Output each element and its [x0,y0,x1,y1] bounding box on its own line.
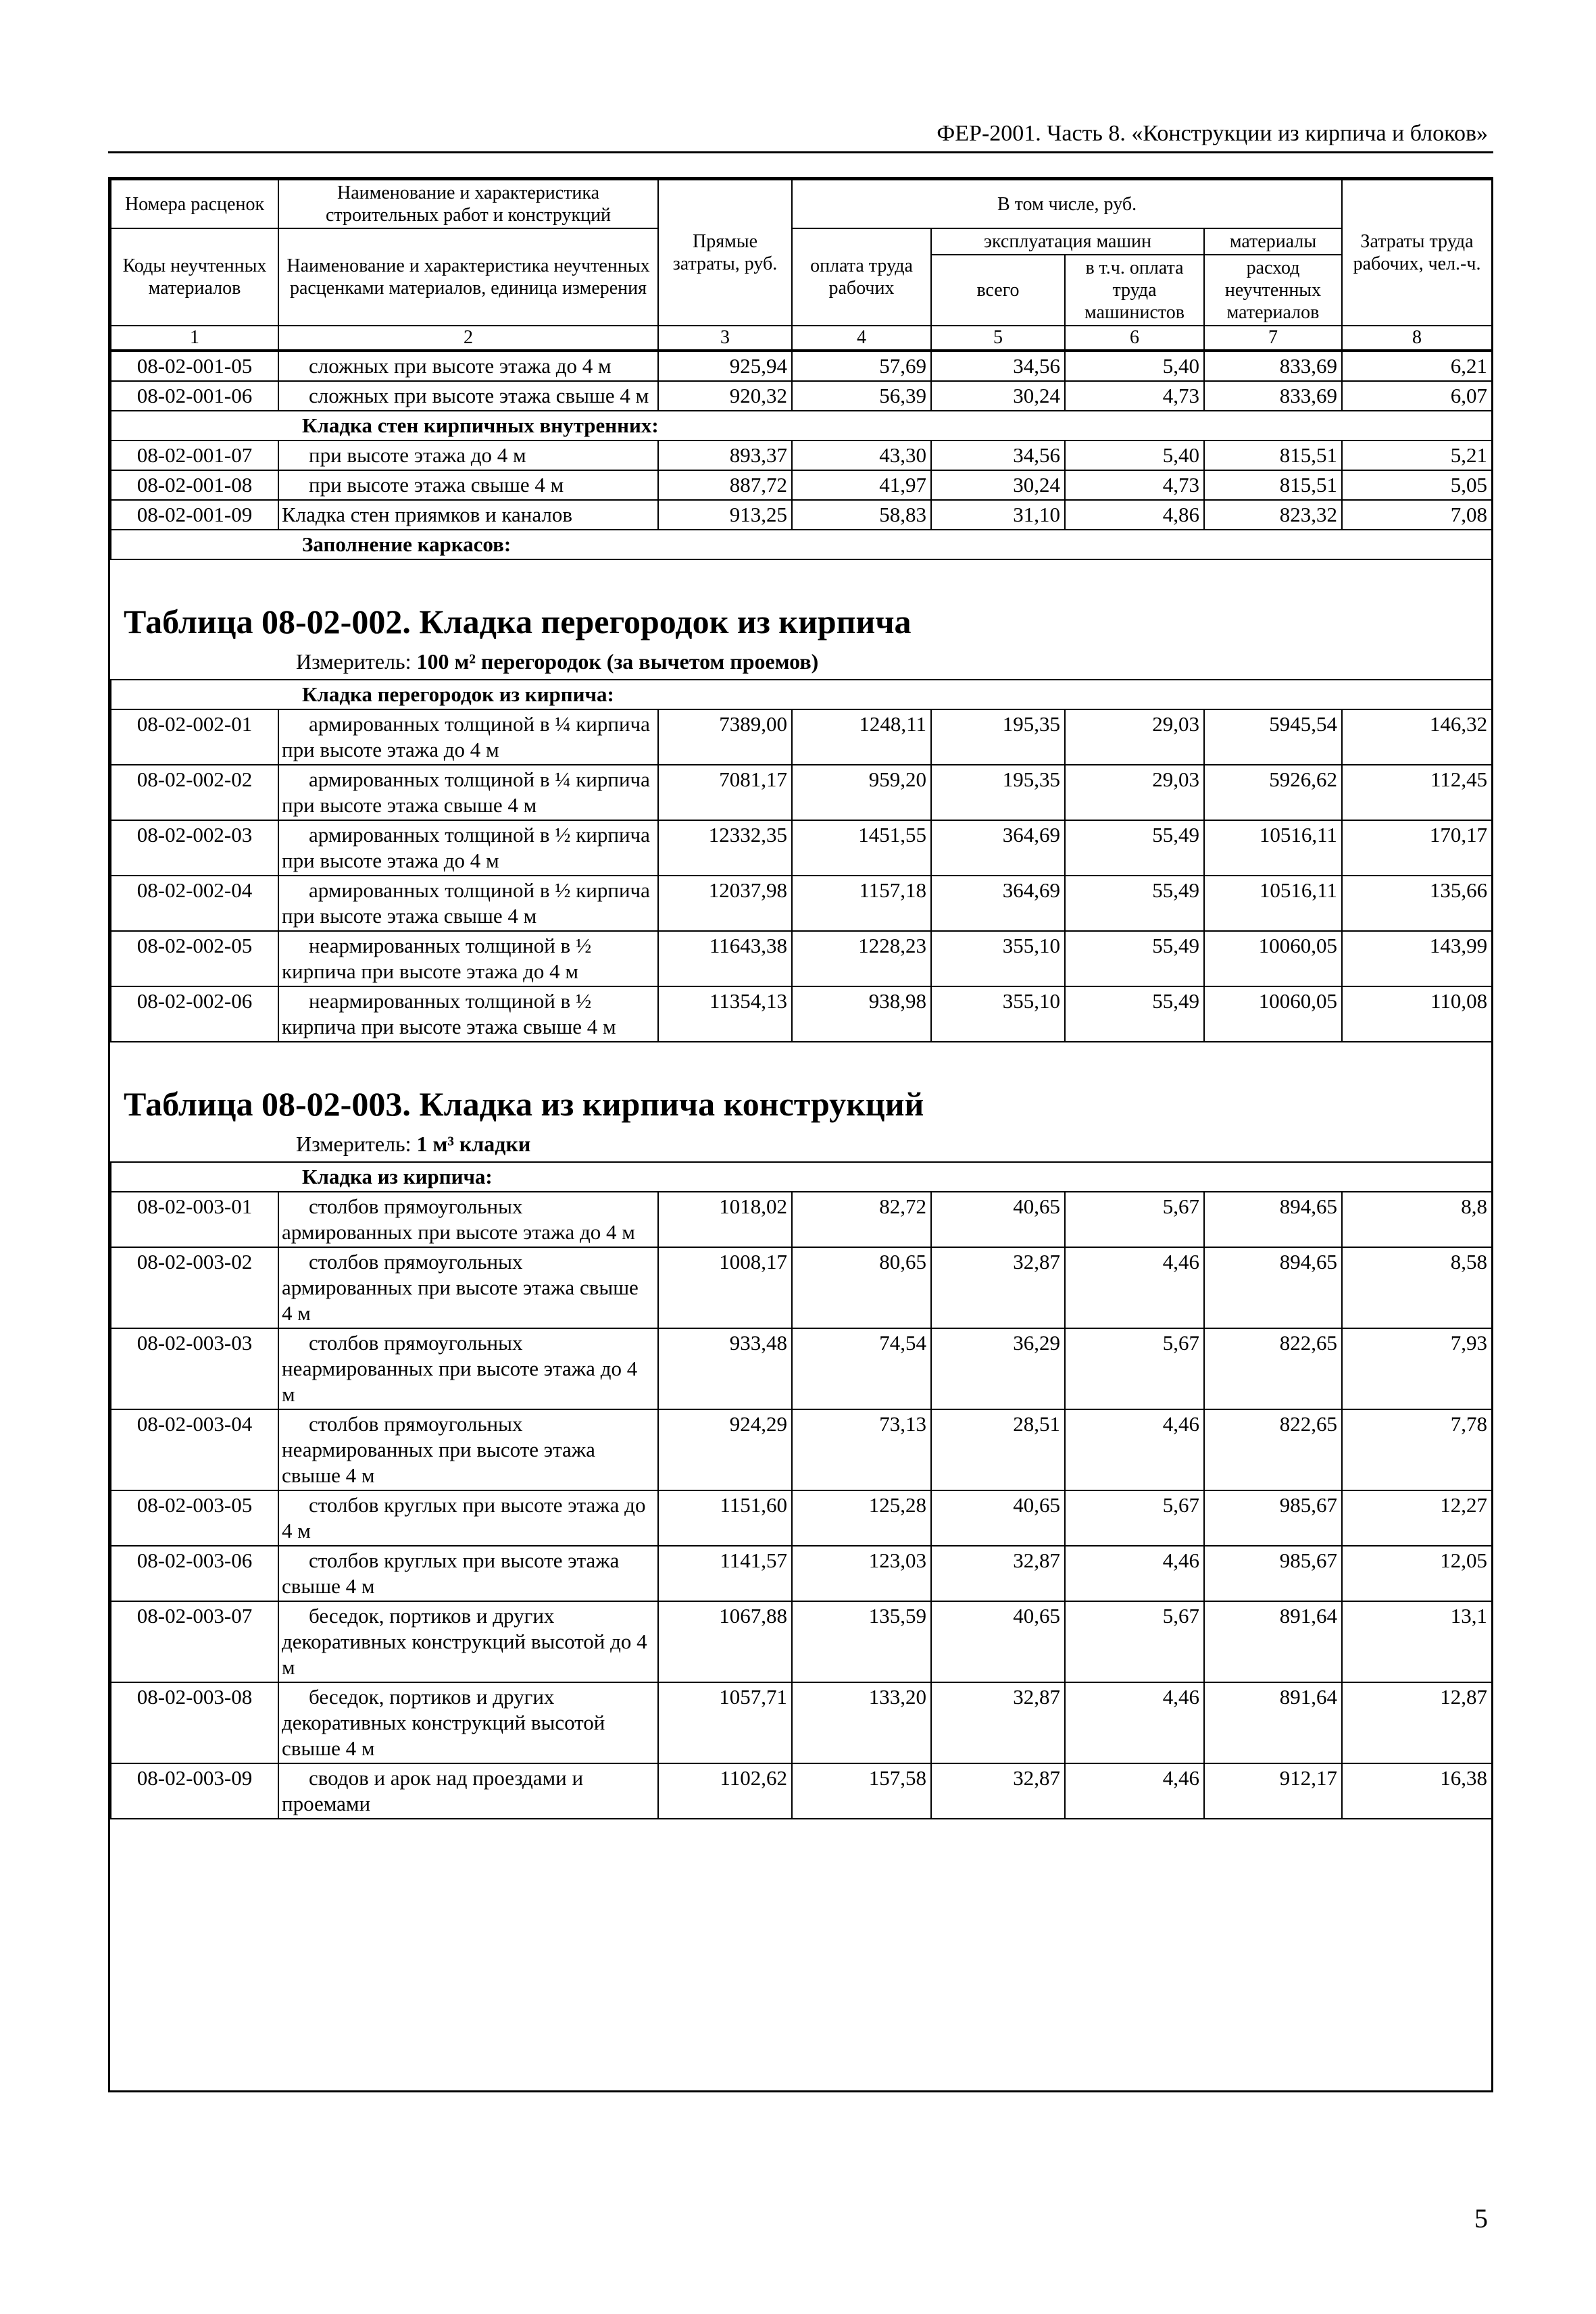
materials-usage: 10516,11 [1204,876,1342,931]
table-row [111,931,1492,986]
operators-pay: 5,67 [1065,1490,1204,1546]
labor-pay: 133,20 [792,1682,931,1763]
machines-total: 32,87 [931,1682,1065,1763]
labor-pay: 82,72 [792,1192,931,1247]
labor-hours: 146,32 [1342,709,1492,765]
rate-table-08-02-003 [110,1161,1493,1819]
machines-total: 40,65 [931,1490,1065,1546]
labor-hours: 6,21 [1342,351,1492,381]
operators-pay: 55,49 [1065,876,1204,931]
direct-costs: 1151,60 [658,1490,792,1546]
labor-hours: 143,99 [1342,931,1492,986]
materials-usage: 985,67 [1204,1546,1342,1601]
materials-usage: 815,51 [1204,441,1342,470]
labor-pay: 1451,55 [792,820,931,876]
column-header-table [110,179,1493,351]
column-index: 4 [792,326,931,350]
rate-code: 08-02-002-06 [111,986,278,1042]
column-index: 3 [658,326,792,350]
machines-total: 36,29 [931,1328,1065,1409]
materials-usage: 833,69 [1204,381,1342,411]
table-row [111,986,1492,1042]
labor-pay: 56,39 [792,381,931,411]
operators-pay: 4,46 [1065,1546,1204,1601]
header-name-bottom: Наименование и характеристика неучтенных расценками материалов, единица измерения [278,228,658,326]
operators-pay: 5,67 [1065,1192,1204,1247]
work-description: сложных при высоте этажа до 4 м [278,351,658,381]
table-title-08-02-002: Таблица 08-02-002. Кладка перегородок из кирпича [124,603,912,640]
operators-pay: 5,40 [1065,441,1204,470]
operators-pay: 4,46 [1065,1409,1204,1490]
machines-total: 28,51 [931,1409,1065,1490]
labor-hours: 7,08 [1342,500,1492,530]
materials-usage: 894,65 [1204,1192,1342,1247]
direct-costs: 924,29 [658,1409,792,1490]
table-row [111,1682,1492,1763]
machines-total: 34,56 [931,441,1065,470]
column-index-row [111,326,1492,350]
labor-pay: 74,54 [792,1328,931,1409]
labor-pay: 73,13 [792,1409,931,1490]
direct-costs: 1141,57 [658,1546,792,1601]
machines-total: 40,65 [931,1192,1065,1247]
header-machines-total: всего [931,255,1065,326]
rate-code: 08-02-003-06 [111,1546,278,1601]
header-materials: материалы [1204,228,1342,255]
labor-pay: 1157,18 [792,876,931,931]
header-codes-top: Номера расценок [111,180,278,228]
unit-value: 100 м² перегородок (за вычетом проемов) [416,649,819,674]
labor-hours: 7,93 [1342,1328,1492,1409]
direct-costs: 7389,00 [658,709,792,765]
section-heading: Кладка стен кирпичных внутренних: [111,411,1492,441]
labor-pay: 135,59 [792,1601,931,1682]
rate-code: 08-02-003-08 [111,1682,278,1763]
labor-hours: 135,66 [1342,876,1492,931]
operators-pay: 5,67 [1065,1328,1204,1409]
work-description: беседок, портиков и других декоративных конструкций высотой свыше 4 м [278,1682,658,1763]
machines-total: 355,10 [931,931,1065,986]
operators-pay: 55,49 [1065,986,1204,1042]
materials-usage: 10060,05 [1204,931,1342,986]
rate-code: 08-02-001-09 [111,500,278,530]
materials-usage: 822,65 [1204,1409,1342,1490]
column-index: 6 [1065,326,1204,350]
machines-total: 34,56 [931,351,1065,381]
materials-usage: 985,67 [1204,1490,1342,1546]
rate-code: 08-02-003-09 [111,1763,278,1819]
running-header [108,120,1493,153]
labor-hours: 5,05 [1342,470,1492,500]
section-heading: Заполнение каркасов: [111,530,1492,559]
work-description: неармированных толщиной в ½ кирпича при высоте этажа до 4 м [278,931,658,986]
direct-costs: 1102,62 [658,1763,792,1819]
labor-hours: 12,87 [1342,1682,1492,1763]
machines-total: 355,10 [931,986,1065,1042]
labor-hours: 8,8 [1342,1192,1492,1247]
work-description: столбов прямоугольных армированных при высоте этажа свыше 4 м [278,1247,658,1328]
rate-code: 08-02-003-01 [111,1192,278,1247]
materials-usage: 894,65 [1204,1247,1342,1328]
unit-label: Измеритель: [296,649,412,674]
document-frame [108,177,1493,2092]
machines-total: 32,87 [931,1546,1065,1601]
machines-total: 30,24 [931,470,1065,500]
operators-pay: 4,46 [1065,1682,1204,1763]
direct-costs: 893,37 [658,441,792,470]
column-index: 7 [1204,326,1342,350]
direct-costs: 920,32 [658,381,792,411]
table-row [111,709,1492,765]
machines-total: 195,35 [931,765,1065,820]
labor-pay: 57,69 [792,351,931,381]
table-row [111,876,1492,931]
work-description: столбов прямоугольных неармированных при высоте этажа до 4 м [278,1328,658,1409]
materials-usage: 10516,11 [1204,820,1342,876]
work-description: столбов круглых при высоте этажа до 4 м [278,1490,658,1546]
header-labor-hours: Затраты труда рабочих, чел.-ч. [1342,180,1492,326]
operators-pay: 4,46 [1065,1763,1204,1819]
unit-label: Измеритель: [296,1132,412,1156]
work-description: армированных толщиной в ½ кирпича при высоте этажа свыше 4 м [278,876,658,931]
section-heading: Кладка из кирпича: [111,1162,1492,1192]
machines-total: 364,69 [931,820,1065,876]
labor-pay: 938,98 [792,986,931,1042]
table-row [111,1409,1492,1490]
labor-pay: 125,28 [792,1490,931,1546]
operators-pay: 29,03 [1065,709,1204,765]
labor-hours: 6,07 [1342,381,1492,411]
operators-pay: 55,49 [1065,820,1204,876]
materials-usage: 912,17 [1204,1763,1342,1819]
table-row [111,820,1492,876]
table-row [111,470,1492,500]
direct-costs: 1008,17 [658,1247,792,1328]
labor-pay: 1228,23 [792,931,931,986]
labor-hours: 12,05 [1342,1546,1492,1601]
operators-pay: 4,73 [1065,381,1204,411]
labor-hours: 110,08 [1342,986,1492,1042]
labor-pay: 43,30 [792,441,931,470]
rate-code: 08-02-003-02 [111,1247,278,1328]
labor-pay: 58,83 [792,500,931,530]
table-row [111,441,1492,470]
work-description: столбов прямоугольных армированных при высоте этажа до 4 м [278,1192,658,1247]
labor-hours: 170,17 [1342,820,1492,876]
work-description: столбов прямоугольных неармированных при высоте этажа свыше 4 м [278,1409,658,1490]
direct-costs: 11643,38 [658,931,792,986]
table-row [111,1490,1492,1546]
header-direct-costs: Прямые затраты, руб. [658,180,792,326]
rate-code: 08-02-002-04 [111,876,278,931]
materials-usage: 822,65 [1204,1328,1342,1409]
column-index: 5 [931,326,1065,350]
table-row [111,1328,1492,1409]
unit-value: 1 м³ кладки [416,1132,531,1156]
materials-usage: 10060,05 [1204,986,1342,1042]
table-row [111,1192,1492,1247]
labor-pay: 80,65 [792,1247,931,1328]
work-description: столбов круглых при высоте этажа свыше 4 м [278,1546,658,1601]
materials-usage: 5926,62 [1204,765,1342,820]
rate-code: 08-02-003-05 [111,1490,278,1546]
header-group: В том числе, руб. [792,180,1342,228]
direct-costs: 1057,71 [658,1682,792,1763]
machines-total: 32,87 [931,1763,1065,1819]
rate-code: 08-02-001-07 [111,441,278,470]
table-row [111,1763,1492,1819]
labor-hours: 7,78 [1342,1409,1492,1490]
labor-hours: 5,21 [1342,441,1492,470]
materials-usage: 891,64 [1204,1682,1342,1763]
operators-pay: 29,03 [1065,765,1204,820]
rate-code: 08-02-001-05 [111,351,278,381]
rate-table-08-02-002 [110,679,1493,1042]
rate-code: 08-02-001-06 [111,381,278,411]
work-description: сводов и арок над проездами и проемами [278,1763,658,1819]
direct-costs: 925,94 [658,351,792,381]
work-description: при высоте этажа свыше 4 м [278,470,658,500]
header-codes-bottom: Коды неучтенных материалов [111,228,278,326]
direct-costs: 11354,13 [658,986,792,1042]
table-row [111,1546,1492,1601]
rate-code: 08-02-002-01 [111,709,278,765]
materials-usage: 833,69 [1204,351,1342,381]
work-description: неармированных толщиной в ½ кирпича при высоте этажа свыше 4 м [278,986,658,1042]
page-number: 5 [1474,2203,1488,2234]
section-heading: Кладка перегородок из кирпича: [111,680,1492,709]
labor-pay: 959,20 [792,765,931,820]
labor-pay: 123,03 [792,1546,931,1601]
machines-total: 32,87 [931,1247,1065,1328]
table-row [111,1601,1492,1682]
work-description: армированных толщиной в ¼ кирпича при высоте этажа до 4 м [278,709,658,765]
rate-code: 08-02-002-03 [111,820,278,876]
machines-total: 40,65 [931,1601,1065,1682]
labor-pay: 1248,11 [792,709,931,765]
work-description: армированных толщиной в ½ кирпича при высоте этажа до 4 м [278,820,658,876]
direct-costs: 887,72 [658,470,792,500]
materials-usage: 815,51 [1204,470,1342,500]
column-index: 2 [278,326,658,350]
work-description: армированных толщиной в ¼ кирпича при высоте этажа свыше 4 м [278,765,658,820]
labor-hours: 13,1 [1342,1601,1492,1682]
table-row [111,381,1492,411]
labor-pay: 41,97 [792,470,931,500]
unit-of-measure [110,641,1491,679]
running-title: ФЕР-2001. Часть 8. «Конструкции из кирпича и блоков» [937,121,1488,146]
rate-code: 08-02-001-08 [111,470,278,500]
direct-costs: 12037,98 [658,876,792,931]
table-row [111,500,1492,530]
machines-total: 364,69 [931,876,1065,931]
direct-costs: 1067,88 [658,1601,792,1682]
direct-costs: 7081,17 [658,765,792,820]
direct-costs: 1018,02 [658,1192,792,1247]
table-row [111,765,1492,820]
operators-pay: 55,49 [1065,931,1204,986]
machines-total: 31,10 [931,500,1065,530]
table-row [111,351,1492,381]
work-description: Кладка стен приямков и каналов [278,500,658,530]
labor-hours: 12,27 [1342,1490,1492,1546]
operators-pay: 5,67 [1065,1601,1204,1682]
direct-costs: 12332,35 [658,820,792,876]
materials-usage: 891,64 [1204,1601,1342,1682]
operators-pay: 4,46 [1065,1247,1204,1328]
direct-costs: 933,48 [658,1328,792,1409]
rate-code: 08-02-002-02 [111,765,278,820]
column-index: 8 [1342,326,1492,350]
operators-pay: 4,73 [1065,470,1204,500]
rate-table-08-02-001 [110,351,1493,560]
materials-usage: 5945,54 [1204,709,1342,765]
operators-pay: 4,86 [1065,500,1204,530]
unit-of-measure [110,1124,1491,1161]
table-row [111,1247,1492,1328]
header-name-top: Наименование и характеристика строительных работ и конструкций [278,180,658,228]
rate-code: 08-02-002-05 [111,931,278,986]
operators-pay: 5,40 [1065,351,1204,381]
rate-code: 08-02-003-04 [111,1409,278,1490]
work-description: сложных при высоте этажа свыше 4 м [278,381,658,411]
work-description: при высоте этажа до 4 м [278,441,658,470]
header-materials-usage: расход неучтенных материалов [1204,255,1342,326]
labor-hours: 112,45 [1342,765,1492,820]
machines-total: 195,35 [931,709,1065,765]
labor-hours: 8,58 [1342,1247,1492,1328]
column-index: 1 [111,326,278,350]
table-title-08-02-003: Таблица 08-02-003. Кладка из кирпича конструкций [124,1085,924,1123]
header-labor-pay: оплата труда рабочих [792,228,931,326]
labor-pay: 157,58 [792,1763,931,1819]
machines-total: 30,24 [931,381,1065,411]
work-description: беседок, портиков и других декоративных конструкций высотой до 4 м [278,1601,658,1682]
header-machines: эксплуатация машин [931,228,1204,255]
rate-code: 08-02-003-07 [111,1601,278,1682]
labor-hours: 16,38 [1342,1763,1492,1819]
direct-costs: 913,25 [658,500,792,530]
rate-code: 08-02-003-03 [111,1328,278,1409]
materials-usage: 823,32 [1204,500,1342,530]
header-operators-pay: в т.ч. оплата труда машинистов [1065,255,1204,326]
